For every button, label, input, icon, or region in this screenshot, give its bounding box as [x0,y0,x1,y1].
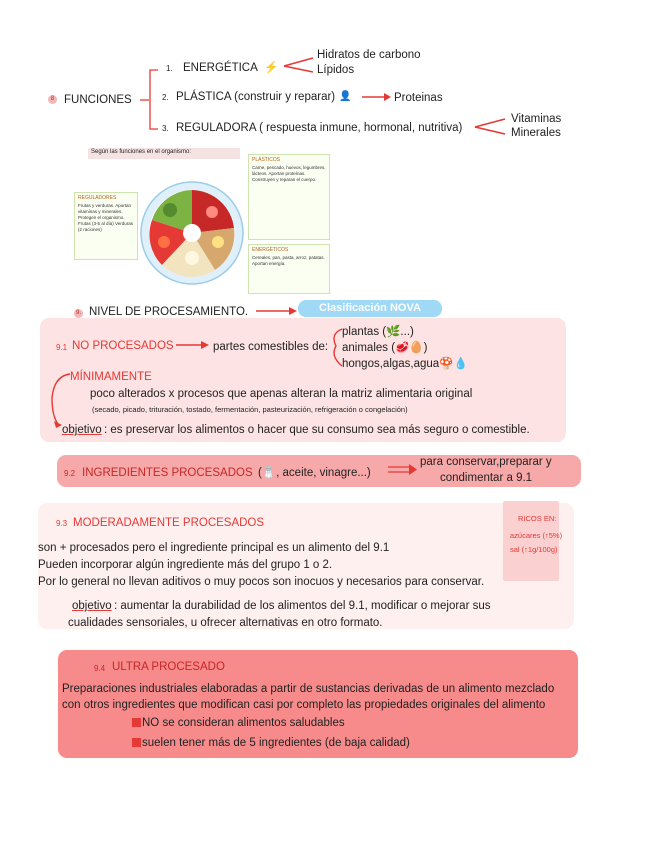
ultra-number: 9.4 [94,664,106,673]
nova-badge: Clasificación NOVA [298,300,442,317]
plate-caption-bar [88,148,240,159]
plate-caption: Según las funciones en el organismo: [91,149,192,155]
ultra-bullet-2 [132,736,410,750]
panel-energeticos-text: Cereales, pan, pasta, arroz, patatas. Aportan energía. [252,255,325,266]
moderadamente-objetivo-text: : aumentar la durabilidad de los alimentos del 9.1, modificar o mejorar sus [114,600,491,612]
ultra-bullet-1 [132,716,345,730]
moderadamente-line-1: son + procesados pero el ingrediente principal es un alimento del 9.1 [38,542,390,554]
no-procesados-objetivo-label: objetivo [62,424,102,436]
ricos-sal: sal (↑1g/100g) [510,545,558,554]
panel-reguladores [74,192,138,260]
nivel-arrow [256,306,298,316]
ricos-title: RICOS EN: [518,514,557,523]
moderadamente-objetivo-text-2: cualidades sensoriales, u ofrecer alternativas en otro formato. [68,617,383,629]
minimamente-examples: (secado, picado, trituración, tostado, fermentación, pasteurización, refrigeración o congelación) [92,405,408,414]
no-procesados-number: 9.1 [56,343,68,352]
ricos-azucares: azúcares (↑5%) [510,531,563,540]
reguladora-vitaminas: Vitaminas [511,113,562,125]
panel-energeticos [248,244,330,294]
bullet-square-icon [132,738,141,747]
ultra-line-2: con otros ingredientes que modifican casi por completo las propiedades originales del alimento [62,699,546,711]
section-number-9: 9. [75,310,81,316]
moderadamente-number: 9.3 [56,519,68,528]
ultra-bullet-1-text: NO se consideran alimentos saludables [142,717,345,729]
bullet-square-icon [132,718,141,727]
panel-plasticos-text: Carne, pescado, huevos, legumbres, lácteos. Aportan proteínas. Construyen y reparan el cuerpo. [252,165,326,182]
energetica-hidratos: Hidratos de carbono [317,49,421,61]
moderadamente-objetivo-label: objetivo [72,600,112,612]
funciones-title: FUNCIONES [64,94,132,106]
moderadamente-line-2: Pueden incorporar algún ingrediente más del grupo 1 o 2. [38,559,333,571]
minimamente-desc: poco alterados x procesos que apenas alteran la matriz alimentaria original [90,388,473,400]
source-plantas: plantas (🌿...) [342,326,414,338]
ricos-box [503,501,559,581]
nivel-title: NIVEL DE PROCESAMIENTO. [89,306,249,318]
energetica-lipidos: Lípidos [317,64,355,76]
minimamente-title: MÍNIMAMENTE [70,371,152,383]
funcion-2-number: 2. [162,93,169,102]
funcion-1-number: 1. [166,64,173,73]
ultra-bullet-2-text: suelen tener más de 5 ingredientes (de baja calidad) [142,737,410,749]
panel-reguladores-text: Frutas y verduras. Aportan vitaminas y minerales. Protegen el organismo. Frutas (3-5 al día) Verduras (2 raciones) [78,203,134,232]
ingredientes-examples: (🧂, aceite, vinagre...) [258,467,371,479]
reguladora-minerales: Minerales [511,127,561,139]
food-plate-image [140,180,244,286]
ingredientes-title: INGREDIENTES PROCESADOS [82,467,253,479]
ingredientes-arrow [388,464,418,476]
source-animales: animales (🥩🥚) [342,342,428,354]
no-procesados-objetivo-text: : es preservar los alimentos o hacer que su consumo sea más seguro o comestible. [104,424,530,436]
no-procesados-desc: partes comestibles de: [213,341,329,353]
source-hongos: hongos,algas,agua🍄💧 [342,358,468,370]
funcion-energetica: ENERGÉTICA [183,62,258,74]
no-procesados-title: NO PROCESADOS [72,340,174,352]
ingredientes-purpose-1: para conservar,preparar y [420,456,552,468]
funcion-3-number: 3. [162,124,169,133]
panel-reguladores-title: REGULADORES [78,195,117,201]
no-procesados-arrow [176,340,210,350]
funcion-reguladora: REGULADORA ( respuesta inmune, hormonal, nutritiva) [176,122,463,134]
lightning-icon: ⚡ [264,62,279,74]
moderadamente-line-3: Por lo general no llevan aditivos o muy pocos son inocuos y necesarios para conservar. [38,576,485,588]
panel-plasticos [248,154,330,240]
ingredientes-number: 9.2 [64,469,76,478]
funcion-plastica: PLÁSTICA (construir y reparar) [176,91,336,103]
panel-plasticos-title: PLÁSTICOS [252,157,281,163]
panel-energeticos-title: ENERGÉTICOS [252,247,289,253]
moderadamente-title: MODERADAMENTE PROCESADOS [73,517,265,529]
section-number-8: 8 [48,95,57,104]
ultra-line-1: Preparaciones industriales elaboradas a partir de sustancias derivadas de un alimento mezclado [62,683,555,695]
person-icon: 👤 [339,91,352,102]
plastica-proteinas: Proteinas [394,92,443,104]
ingredientes-purpose-2: condimentar a 9.1 [440,472,533,484]
ultra-title: ULTRA PROCESADO [112,661,225,673]
